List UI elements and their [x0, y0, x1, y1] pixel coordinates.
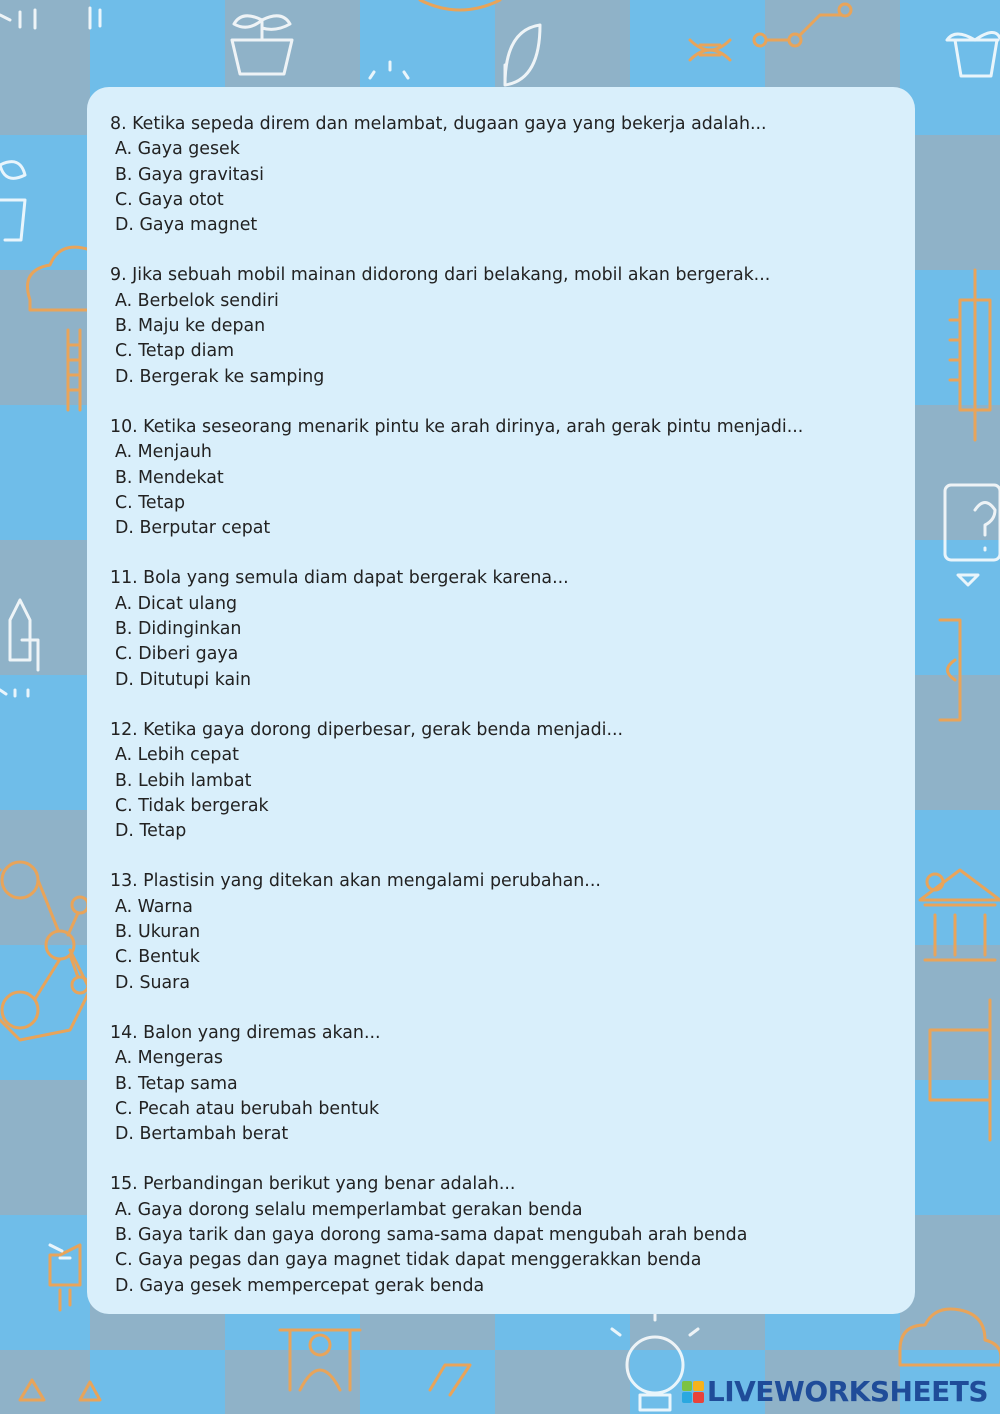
- option-b[interactable]: B. Ukuran: [115, 922, 201, 943]
- question-9: [110, 263, 890, 389]
- question-8: [110, 112, 890, 238]
- option-c[interactable]: C. Diberi gaya: [115, 644, 239, 665]
- question-text: 14. Balon yang diremas akan...: [110, 1022, 381, 1043]
- question-text: 11. Bola yang semula diam dapat bergerak karena...: [110, 568, 569, 589]
- option-a[interactable]: A. Gaya gesek: [115, 139, 240, 160]
- brand-text: LIVEWORKSHEETS: [706, 1375, 988, 1408]
- option-b[interactable]: B. Didinginkan: [115, 619, 242, 640]
- option-a[interactable]: A. Lebih cepat: [115, 745, 239, 766]
- question-text: 12. Ketika gaya dorong diperbesar, gerak benda menjadi...: [110, 719, 624, 740]
- question-text: 10. Ketika seseorang menarik pintu ke arah dirinya, arah gerak pintu menjadi...: [110, 416, 804, 437]
- option-c[interactable]: C. Bentuk: [115, 947, 200, 968]
- question-10: [110, 415, 890, 541]
- option-a[interactable]: A. Dicat ulang: [115, 593, 238, 614]
- option-d[interactable]: D. Berputar cepat: [115, 518, 271, 539]
- option-a[interactable]: A. Warna: [115, 896, 193, 917]
- question-text: 9. Jika sebuah mobil mainan didorong dari belakang, mobil akan bergerak...: [110, 265, 771, 286]
- option-b[interactable]: B. Gaya tarik dan gaya dorong sama-sama dapat mengubah arah benda: [115, 1224, 748, 1245]
- option-d[interactable]: D. Bergerak ke samping: [115, 366, 325, 387]
- option-d[interactable]: D. Suara: [115, 972, 190, 993]
- question-13: [110, 869, 890, 995]
- liveworksheets-logo-icon: [682, 1381, 704, 1403]
- question-14: [110, 1021, 890, 1147]
- question-list: [110, 112, 890, 1324]
- option-c[interactable]: C. Tetap: [115, 492, 186, 513]
- question-11: [110, 566, 890, 692]
- option-c[interactable]: C. Gaya otot: [115, 189, 224, 210]
- question-text: 8. Ketika sepeda direm dan melambat, dugaan gaya yang bekerja adalah...: [110, 114, 767, 134]
- option-a[interactable]: A. Gaya dorong selalu memperlambat gerakan benda: [115, 1199, 583, 1220]
- option-b[interactable]: B. Tetap sama: [115, 1073, 238, 1094]
- option-b[interactable]: B. Lebih lambat: [115, 770, 252, 791]
- option-a[interactable]: A. Menjauh: [115, 442, 212, 463]
- option-c[interactable]: C. Gaya pegas dan gaya magnet tidak dapat menggerakkan benda: [115, 1250, 702, 1271]
- question-text: 13. Plastisin yang ditekan akan mengalami perubahan...: [110, 871, 601, 892]
- question-12: [110, 718, 890, 844]
- option-b[interactable]: B. Gaya gravitasi: [115, 164, 264, 185]
- option-a[interactable]: A. Mengeras: [115, 1048, 223, 1069]
- option-d[interactable]: D. Bertambah berat: [115, 1124, 289, 1145]
- option-d[interactable]: D. Gaya magnet: [115, 215, 258, 236]
- option-c[interactable]: C. Tidak bergerak: [115, 795, 269, 816]
- option-d[interactable]: D. Gaya gesek mempercepat gerak benda: [115, 1275, 485, 1296]
- question-15: [110, 1172, 890, 1298]
- option-d[interactable]: D. Ditutupi kain: [115, 669, 252, 690]
- question-text: 15. Perbandingan berikut yang benar adalah...: [110, 1174, 516, 1195]
- liveworksheets-logo: [682, 1375, 988, 1408]
- option-d[interactable]: D. Tetap: [115, 821, 187, 842]
- option-b[interactable]: B. Maju ke depan: [115, 316, 266, 337]
- option-c[interactable]: C. Pecah atau berubah bentuk: [115, 1098, 380, 1119]
- option-a[interactable]: A. Berbelok sendiri: [115, 290, 279, 311]
- option-c[interactable]: C. Tetap diam: [115, 341, 235, 362]
- option-b[interactable]: B. Mendekat: [115, 467, 224, 488]
